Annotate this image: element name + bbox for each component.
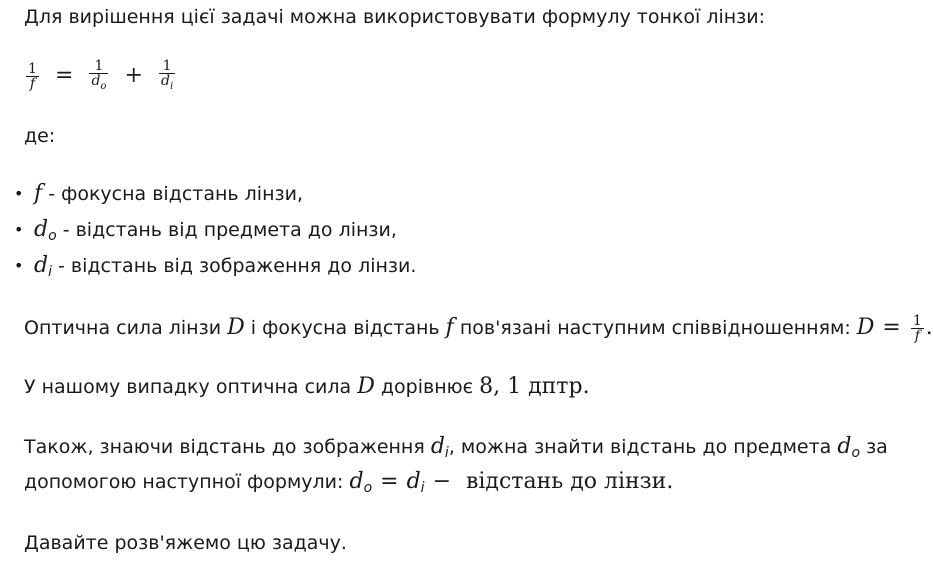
od-tail-text: відстань до лінзи. [459, 469, 674, 494]
bullet-dot: • [14, 220, 24, 239]
formula-term2-subscript: i [169, 81, 174, 92]
formula-lhs-denominator: f [29, 76, 36, 92]
formula-term2-numerator: 1 [159, 59, 175, 74]
definition-symbol: f [34, 181, 43, 206]
thin-lens-formula [24, 56, 177, 96]
od-eq-do-sub: o [363, 480, 373, 496]
formula-term1-numerator: 1 [89, 59, 108, 74]
relation-symbol-D: D [227, 315, 245, 340]
power-unit: дптр [521, 374, 583, 399]
definition-subscript: i [48, 264, 52, 280]
relation-text-2: і фокусна відстань [244, 317, 446, 339]
relation-eq-D: D [856, 315, 875, 340]
relation-fraction-numerator: 1 [912, 313, 922, 329]
od-symbol-do: d [837, 434, 852, 459]
od-subscript-i: i [444, 445, 449, 461]
definition-text: - відстань від предмета до лінзи, [56, 219, 397, 241]
od-symbol-di: d [430, 434, 445, 459]
od-subscript-o: o [851, 445, 861, 461]
where-label: де: [24, 125, 56, 147]
od-eq-sign: = [380, 469, 399, 494]
relation-symbol-f: f [445, 315, 454, 340]
object-distance-line-2 [24, 465, 673, 505]
formula-term1-fraction [89, 59, 108, 94]
definition-subscript: o [48, 228, 57, 244]
relation-fraction [911, 314, 924, 343]
relation-period: . [925, 315, 933, 340]
od-minus: − [432, 469, 451, 494]
formula-term2-symbol: d [160, 73, 170, 89]
power-text-1: У нашому випадку оптична сила [24, 376, 358, 398]
od-text-1: Також, знаючи відстань до зображення [24, 436, 431, 458]
formula-term1-symbol: d [91, 73, 101, 89]
formula-lhs-numerator: 1 [28, 61, 37, 77]
relation-paragraph [24, 308, 933, 348]
formula-term2-fraction [159, 59, 175, 94]
definition-text: - відстань від зображення до лінзи. [51, 255, 417, 277]
power-paragraph [24, 370, 590, 404]
power-symbol-D: D [357, 374, 375, 399]
od-line2-text: допомогою наступної формули: [24, 471, 350, 493]
formula-equals: = [54, 63, 74, 88]
power-value: 8, 1 [479, 374, 522, 399]
bullet-dot: • [14, 256, 24, 275]
relation-fraction-denominator: f [914, 328, 920, 344]
intro-paragraph: Для вирішення цієї задачі можна використовувати формулу тонкої лінзи: [24, 6, 766, 28]
definitions-list [14, 176, 416, 284]
relation-text-3: пов'язані наступним співвідношенням: [453, 317, 857, 339]
list-item [14, 212, 416, 248]
list-item [14, 176, 416, 212]
od-eq-do: d [349, 469, 364, 494]
formula-term2-denominator [159, 74, 175, 94]
relation-equals: = [882, 315, 901, 340]
formula-term1-denominator [89, 74, 108, 94]
relation-text-1: Оптична сила лінзи [24, 317, 228, 339]
power-text-2: дорівнює [374, 376, 480, 398]
object-distance-line-1 [24, 430, 888, 470]
definition-symbol: d [34, 253, 49, 278]
closing-paragraph: Давайте розв'яжемо цю задачу. [24, 532, 347, 554]
od-eq-di: d [406, 469, 421, 494]
od-text-2: , можна знайти відстань до предмета [448, 436, 838, 458]
formula-lhs-fraction [26, 62, 39, 91]
power-period: . [582, 374, 590, 399]
definition-text: - фокусна відстань лінзи, [42, 183, 303, 205]
bullet-dot: • [14, 184, 24, 203]
od-eq-di-sub: i [420, 480, 425, 496]
formula-plus: + [124, 63, 143, 88]
list-item [14, 248, 416, 284]
od-text-3: за [860, 436, 888, 458]
definition-symbol: d [34, 217, 49, 242]
formula-term1-subscript: o [100, 81, 107, 92]
